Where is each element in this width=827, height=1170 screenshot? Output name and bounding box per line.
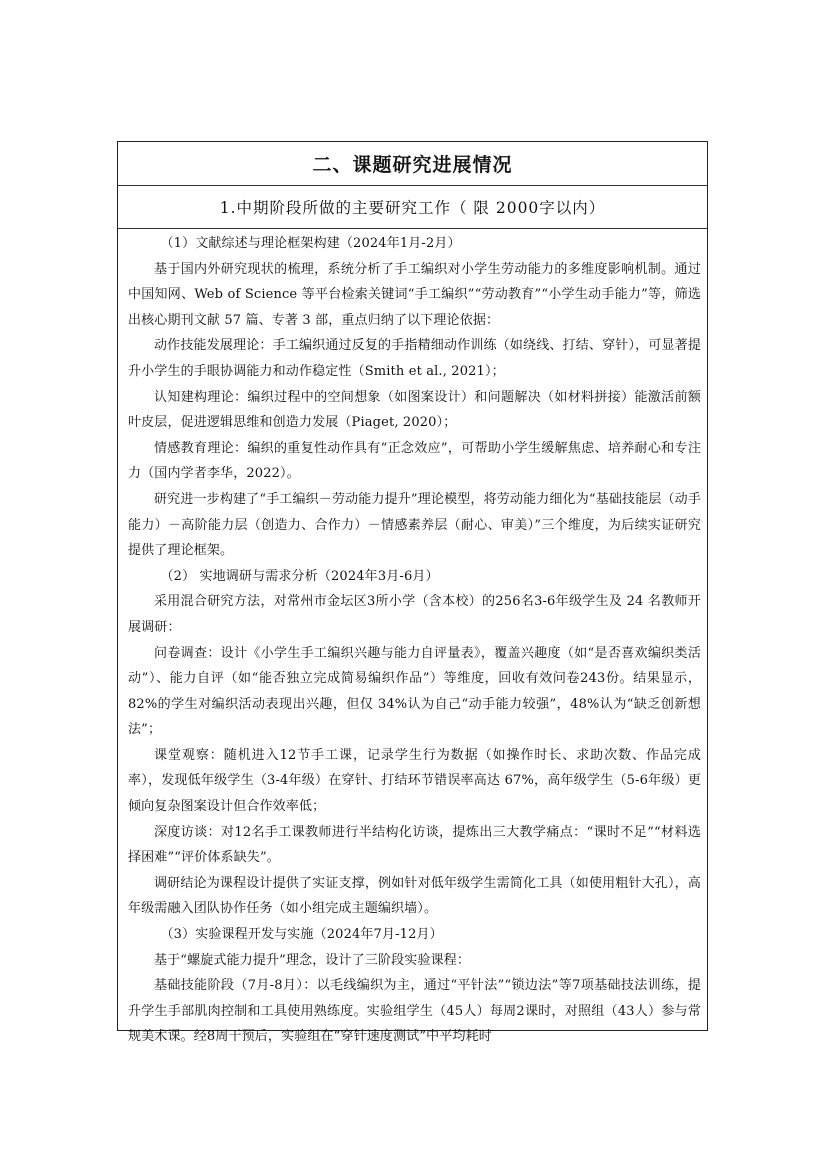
subtitle-row (118, 186, 707, 229)
paragraph: 采用混合研究方法，对常州市金坛区3所小学（含本校）的256名3-6年级学生及 24 名教师开展调研： (128, 594, 701, 635)
section-title: 二、课题研究进展情况 (312, 154, 513, 176)
paragraph: 认知建构理论：编织过程中的空间想象（如图案设计）和问题解决（如材料拼接）能激活前额叶皮层，促进逻辑思维和创造力发展（Piaget, 2020）； (128, 389, 701, 431)
heading-course-development: （3）实验课程开发与实施（2024年7月-12月） (160, 927, 443, 943)
paragraph: 基础技能阶段（7月-8月）：以毛线编织为主，通过“平针法”“锁边法”等7项基础技法训练，提升学生手部肌肉控制和工具使用熟练度。实验组学生（45人）每周2课时，对照组（43人）参与常规美术课。经8周干预后，实验组在“穿针速度测试”中平均耗时 (128, 978, 701, 1045)
paragraph: 课堂观察：随机进入12节手工课，记录学生行为数据（如操作时长、求助次数、作品完成率），发现低年级学生（3-4年级）在穿针、打结环节错误率高达 67%，高年级学生（5-6年级）更倾向复杂图案设计但合作效率低； (128, 747, 701, 815)
paragraph: 基于“螺旋式能力提升”理念，设计了三阶段实验课程： (154, 952, 471, 968)
paragraph: 深度访谈：对12名手工课教师进行半结构化访谈，提炼出三大教学痛点：“课时不足”“材料选择困难”“评价体系缺失”。 (128, 824, 701, 866)
paragraph: 动作技能发展理论：手工编织通过反复的手指精细动作训练（如绕线、打结、穿针），可显著提升小学生的手眼协调能力和动作稳定性（Smith et al., 2021）； (128, 338, 701, 379)
paragraph: 问卷调查：设计《小学生手工编织兴趣与能力自评量表》，覆盖兴趣度（如“是否喜欢编织类活动”）、能力自评（如“能否独立完成简易编织作品”）等维度，回收有效问卷243份。结果显示，82%的学生对编织活动表现出兴趣，但仅 34%认为自己“动手能力较强”，48%认为“缺乏创新想法”； (128, 645, 701, 738)
title-row (118, 142, 707, 186)
heading-field-research: （2） 实地调研与需求分析（2024年3月-6月） (160, 568, 439, 584)
content-cell (118, 229, 707, 1050)
section-subtitle: 1.中期阶段所做的主要研究工作（ 限 2000字以内） (219, 199, 606, 217)
paragraph: 调研结论为课程设计提供了实证支撑，例如针对低年级学生需简化工具（如使用粗针大孔），高年级需融入团队协作任务（如小组完成主题编织墙）。 (128, 875, 701, 917)
progress-table (117, 141, 708, 1045)
heading-literature-review: （1）文献综述与理论框架构建（2024年1月-2月） (160, 236, 461, 251)
paragraph: 情感教育理论：编织的重复性动作具有“正念效应”，可帮助小学生缓解焦虑、培养耐心和专注力（国内学者李华，2022）。 (128, 440, 701, 482)
paragraph: 基于国内外研究现状的梳理，系统分析了手工编织对小学生劳动能力的多维度影响机制。通过中国知网、Web of Science 等平台检索关键词“手工编织”“劳动教育”“小学生动手能力”等，筛选出核心期刊文献 57 篇、专著 3 部，重点归纳了以下理论依据： (128, 261, 701, 328)
paragraph: 研究进一步构建了“手工编织－劳动能力提升”理论模型，将劳动能力细化为“基础技能层（动手能力）－高阶能力层（创造力、合作力）－情感素养层（耐心、审美）”三个维度，为后续实证研究提供了理论框架。 (128, 491, 701, 559)
